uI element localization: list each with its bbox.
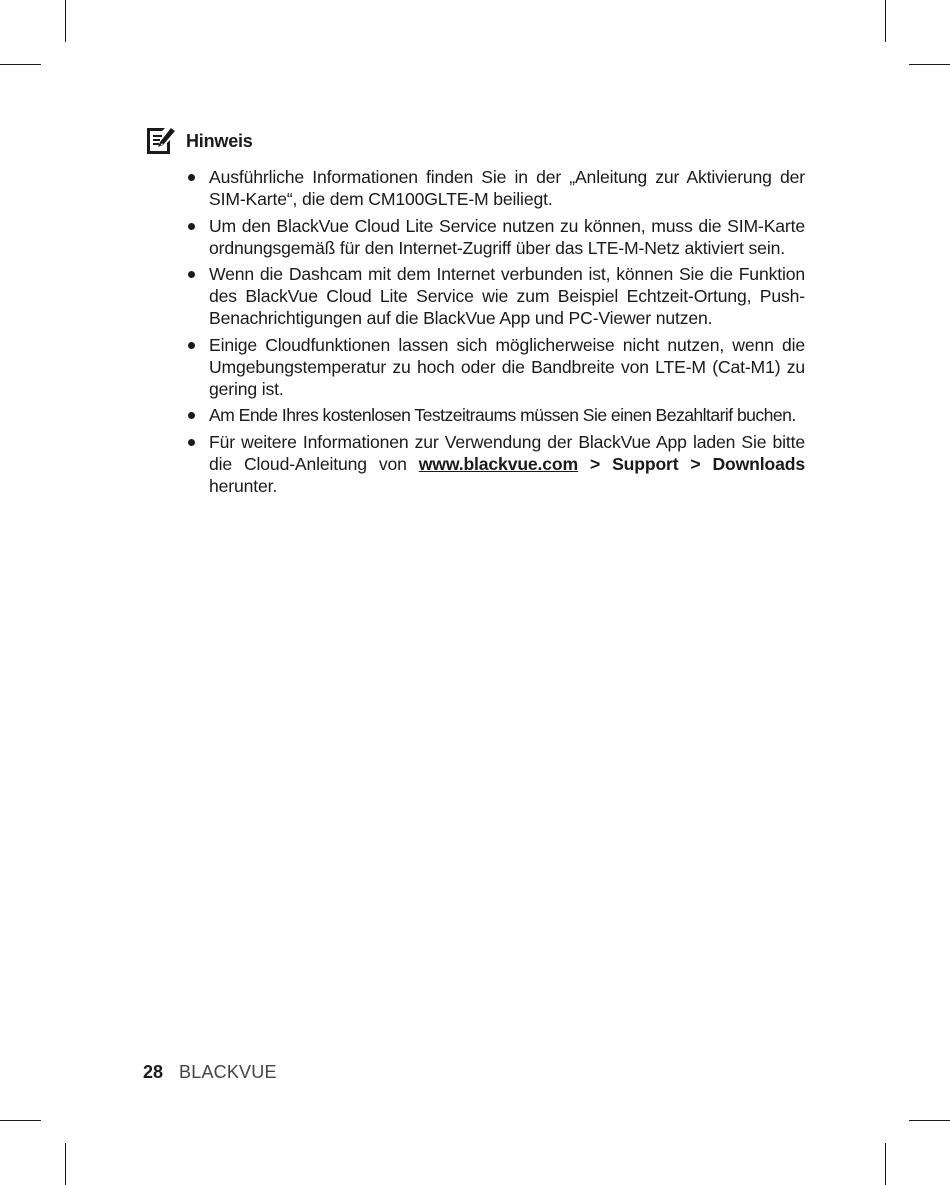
- crop-mark: [909, 64, 950, 65]
- list-item-text: Am Ende Ihres kostenlosen Testzeitraums müssen Sie einen Bezahltarif buchen.: [209, 405, 796, 425]
- list-item-text: Wenn die Dashcam mit dem Internet verbunden ist, können Sie die Funktion des BlackVue Cloud Lite Service wie zum Beispiel Echtzeit-Ortung, Push-Benachrichtigungen auf die BlackVue App und PC-Viewer nutzen.: [209, 264, 805, 328]
- page-number: 28: [143, 1062, 164, 1082]
- note-title: Hinweis: [186, 130, 253, 151]
- crop-mark: [0, 1120, 41, 1121]
- bullet-icon: [188, 271, 195, 278]
- list-item-text: Einige Cloudfunktionen lassen sich möglicherweise nicht nutzen, wenn die Umgebungstemperatur zu hoch oder die Bandbreite von LTE-M (Cat-M1) zu gering ist.: [209, 334, 805, 399]
- list-item-text-prefix: Für weitere Informationen zur Verwendung der BlackVue App laden Sie bitte die Cloud-Anleitung von: [209, 431, 805, 474]
- brand-name: BLACKVUE: [179, 1062, 277, 1082]
- blackvue-website-link[interactable]: www.blackvue.com: [418, 453, 579, 474]
- list-item-text: Um den BlackVue Cloud Lite Service nutzen zu können, muss die SIM-Karte ordnungsgemäß für den Internet-Zugriff über das LTE-M-Netz aktiviert sein.: [209, 215, 805, 258]
- crop-mark: [885, 1143, 886, 1185]
- download-path: > Support > Downloads: [578, 453, 805, 474]
- list-item: [185, 431, 805, 497]
- crop-mark: [65, 0, 66, 42]
- list-item: [185, 215, 805, 259]
- crop-mark: [885, 0, 886, 42]
- crop-mark: [0, 64, 41, 65]
- list-item: [185, 404, 805, 426]
- note-header: [145, 126, 805, 156]
- list-item: [185, 263, 805, 329]
- bullet-icon: [188, 174, 195, 181]
- list-item-text-suffix: herunter.: [209, 475, 278, 496]
- crop-mark: [65, 1143, 66, 1185]
- note-pencil-icon: [145, 127, 177, 155]
- note-section: [145, 126, 805, 496]
- list-item: [185, 166, 805, 210]
- crop-mark: [909, 1120, 950, 1121]
- bullet-icon: [188, 439, 195, 446]
- list-item: [185, 334, 805, 400]
- list-item-text: Ausführliche Informationen finden Sie in der „Anleitung zur Aktivierung der SIM-Karte“, die dem CM100GLTE-M beiliegt.: [209, 167, 805, 209]
- bullet-icon: [188, 342, 195, 349]
- bullet-icon: [188, 412, 195, 419]
- bullet-icon: [188, 223, 195, 230]
- note-list: [185, 166, 805, 501]
- page-footer: [143, 1062, 277, 1083]
